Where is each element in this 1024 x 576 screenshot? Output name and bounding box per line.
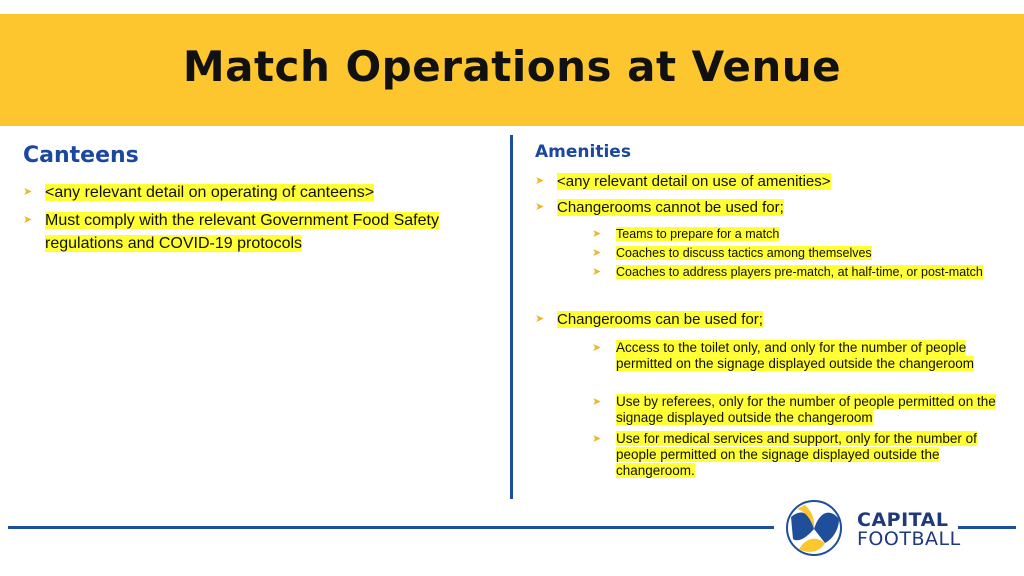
arrow-bullet-icon: ➤: [535, 201, 545, 213]
amenities-bullet: [535, 196, 784, 219]
arrow-bullet-icon: ➤: [23, 186, 33, 198]
amenities-heading: Amenities: [535, 142, 631, 162]
arrow-bullet-icon: ➤: [592, 342, 602, 354]
arrow-bullet-icon: ➤: [592, 247, 602, 259]
arrow-bullet-icon: ➤: [535, 175, 545, 187]
arrow-bullet-icon: ➤: [592, 266, 602, 278]
column-divider: [510, 135, 513, 499]
bullet-text: Access to the toilet only, and only for the number of people permitted on the signage displayed outside the changeroom: [616, 340, 974, 371]
can-item: [592, 340, 1006, 372]
footer-rule-right: [958, 526, 1016, 529]
arrow-bullet-icon: ➤: [23, 214, 33, 226]
cannot-item: [592, 245, 872, 261]
football-logo-icon: [785, 499, 843, 557]
arrow-bullet-icon: ➤: [592, 228, 602, 240]
bullet-text: Changerooms cannot be used for;: [557, 199, 784, 216]
logo-capital-text: CAPITAL: [857, 509, 949, 531]
arrow-bullet-icon: ➤: [592, 396, 602, 408]
canteens-heading: Canteens: [23, 143, 139, 168]
cannot-item: [592, 226, 779, 242]
canteens-bullet: [23, 209, 483, 255]
bullet-text: Must comply with the relevant Government Food Safety regulations and COVID-19 protocols: [45, 212, 439, 252]
arrow-bullet-icon: ➤: [535, 313, 545, 325]
amenities-bullet: [535, 170, 831, 193]
bullet-text: <any relevant detail on operating of canteens>: [45, 184, 375, 201]
bullet-text: Use for medical services and support, only for the number of people permitted on the signage displayed outside the changeroom.: [616, 431, 977, 478]
can-item: [592, 431, 1006, 479]
can-item: [592, 394, 1006, 426]
bullet-text: Changerooms can be used for;: [557, 311, 763, 328]
bullet-text: Coaches to address players pre-match, at half-time, or post-match: [616, 265, 983, 279]
arrow-bullet-icon: ➤: [592, 433, 602, 445]
bullet-text: <any relevant detail on use of amenities>: [557, 173, 831, 190]
cannot-item: [592, 264, 996, 280]
logo-football-text: FOOTBALL: [857, 528, 961, 550]
amenities-bullet: [535, 308, 763, 331]
bullet-text: Coaches to discuss tactics among themselves: [616, 246, 872, 260]
bullet-text: Teams to prepare for a match: [616, 227, 780, 241]
bullet-text: Use by referees, only for the number of people permitted on the signage displayed outside the changeroom: [616, 394, 996, 425]
slide-title: Match Operations at Venue: [182, 42, 842, 91]
canteens-bullet: [23, 181, 374, 204]
footer-rule-left: [8, 526, 774, 529]
